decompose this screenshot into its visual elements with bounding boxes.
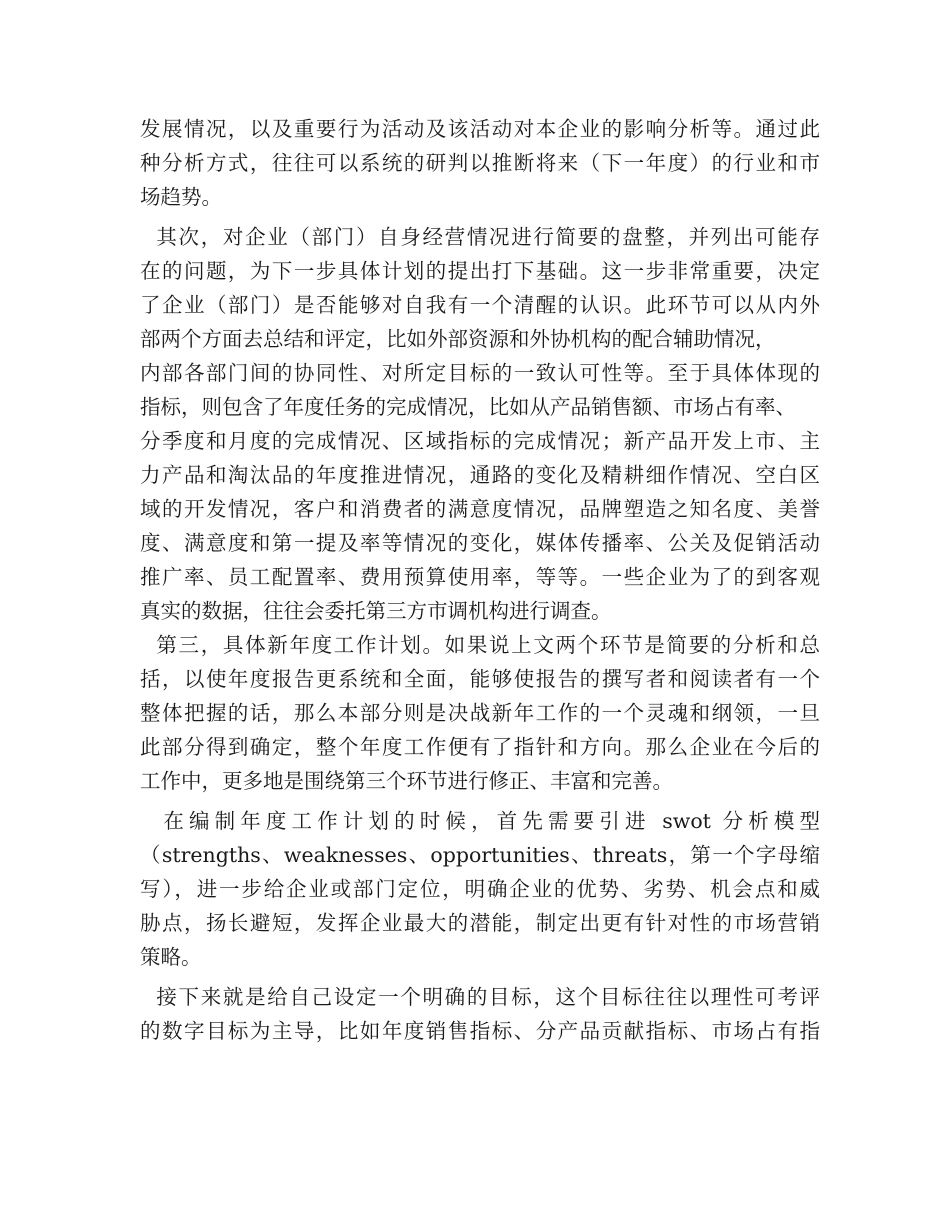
paragraph-3 (140, 628, 820, 798)
text-line: 工作中，更多地是围绕第三个环节进行修正、丰富和完善。 (140, 769, 673, 793)
text-line: 发展情况，以及重要行为活动及该活动对本企业的影响分析等。通过此 (140, 117, 820, 141)
text-line: 第三，具体新年度工作计划。如果说上文两个环节是简要的分析和总 (140, 633, 820, 657)
text-line: 的数字目标为主导，比如年度销售指标、分产品贡献指标、市场占有指 (140, 1019, 820, 1043)
text-line: 分季度和月度的完成情况、区域指标的完成情况；新产品开发上市、主 (140, 429, 820, 453)
text-line: 胁点，扬长避短，发挥企业最大的潜能，制定出更有针对性的市场营销 (140, 911, 820, 935)
paragraph-5 (140, 980, 820, 1048)
text-line: 接下来就是给自己设定一个明确的目标，这个目标往往以理性可考评 (140, 985, 820, 1009)
text-line: （strengths、weaknesses、opportunities、threats，第一个字母缩 (140, 843, 820, 867)
text-line: 力产品和淘汰品的年度推进情况，通路的变化及精耕细作情况、空白区 (140, 463, 820, 487)
text-line: 种分析方式，往往可以系统的研判以推断将来（下一年度）的行业和市 (140, 151, 820, 175)
text-line: 在编制年度工作计划的时候，首先需要引进 swot 分析模型 (140, 809, 820, 833)
text-line: 推广率、员工配置率、费用预算使用率，等等。一些企业为了的到客观 (140, 565, 820, 589)
text-line: 整体把握的话，那么本部分则是决战新年工作的一个灵魂和纲领，一旦 (140, 701, 820, 725)
text-line: 了企业（部门）是否能够对自我有一个清醒的认识。此环节可以从内外 (140, 293, 820, 317)
paragraph-4 (140, 804, 820, 974)
paragraph-2 (140, 220, 820, 628)
document-body (140, 112, 820, 1048)
text-line: 场趋势。 (140, 185, 222, 209)
text-line: 真实的数据，往往会委托第三方市调机构进行调查。 (140, 599, 612, 623)
text-line: 括，以使年度报告更系统和全面，能够使报告的撰写者和阅读者有一个 (140, 667, 820, 691)
text-line: 在的问题，为下一步具体计划的提出打下基础。这一步非常重要，决定 (140, 259, 820, 283)
text-line: 其次，对企业（部门）自身经营情况进行简要的盘整，并列出可能存 (140, 225, 820, 249)
text-line: 策略。 (140, 945, 202, 969)
text-line: 指标，则包含了年度任务的完成情况，比如从产品销售额、市场占有率、 (140, 395, 796, 419)
text-line: 部两个方面去总结和评定，比如外部资源和外协机构的配合辅助情况， (140, 327, 776, 351)
text-line: 内部各部门间的协同性、对所定目标的一致认可性等。至于具体体现的 (140, 361, 820, 385)
text-line: 此部分得到确定，整个年度工作便有了指针和方向。那么企业在今后的 (140, 735, 820, 759)
paragraph-1 (140, 112, 820, 214)
text-line: 域的开发情况，客户和消费者的满意度情况，品牌塑造之知名度、美誉 (140, 497, 820, 521)
text-line: 度、满意度和第一提及率等情况的变化，媒体传播率、公关及促销活动 (140, 531, 820, 555)
text-line: 写），进一步给企业或部门定位，明确企业的优势、劣势、机会点和威 (140, 877, 820, 901)
